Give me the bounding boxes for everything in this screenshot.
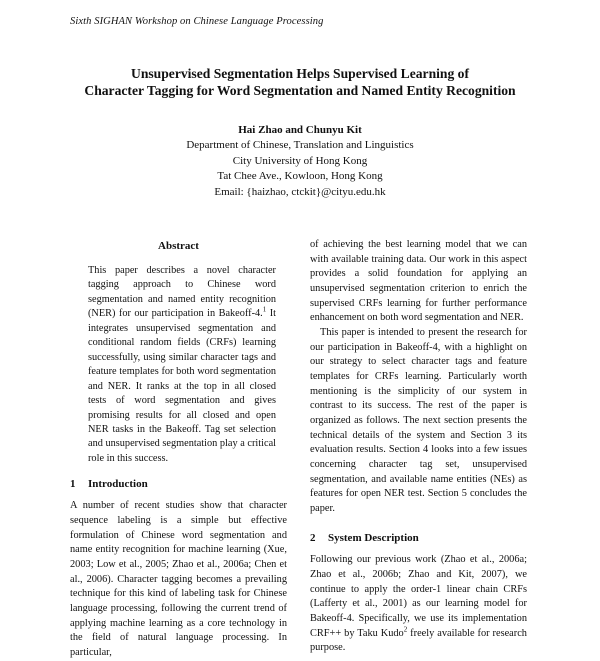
system-footnote-mark: 2 [403, 625, 408, 634]
abstract-text-part2: It integrates unsupervised segmentation and conditional random fields (CRFs) learning successfully, using similar character tags and feature templates for both word segmentation and NER. It ranks at the top in all closed tests of word segmentation and gives promising results for all closed and open NER tasks in the Bakeoff. Tag set selection and unsupervised segmentation play a critical role in this success. [88, 308, 276, 464]
paper-title [62, 65, 538, 99]
author-names: Hai Zhao and Chunyu Kit [238, 124, 362, 136]
section-number: 2 [310, 532, 316, 545]
abstract-footnote-mark: 1 [262, 305, 267, 314]
right-column [310, 238, 527, 656]
section-title: System Description [328, 532, 419, 545]
system-text-part2: freely available for research purpose. [310, 627, 527, 654]
left-column [70, 238, 287, 661]
system-text-part1: Following our previous work (Zhao et al., 2006a; Zhao et al., 2006b; Zhao and Kit, 2007), we continue to apply the order-1 linear chain CRFs (Lafferty et al., 2001) as our learning model for Bakeoff-4. Specifically, we use its implementation CRF++ by Taku Kudo [310, 554, 527, 639]
title-line-2: Character Tagging for Word Segmentation and Named Entity Recognition [84, 83, 516, 98]
author-department: Department of Chinese, Translation and Linguistics [186, 139, 414, 152]
section-number: 1 [70, 478, 76, 491]
intro-continued-paragraph-1: of achieving the best learning model that we can with available training data. Our work in this aspect provides a solid foundation for applying an unsupervised segmentation criterion to enrich the supervised CRFs learning for further performance enhancement on both word segmentation and NER. [310, 239, 527, 324]
system-paragraph [310, 553, 527, 656]
author-block [90, 123, 510, 200]
intro-continued-paragraph-2: This paper is intended to present the research for our participation in Bakeoff-4, with a highlight on our strategy to select character tags and feature templates for CRFs learning. Particularly worth mentioning is the simplicity of our system in contrast to its success. The rest of the paper is organized as follows. The next section presents the technical details of the system and Section 3 its evaluation results. Section 4 looks into a few issues concerning character tag set, unsupervised segmentation, and available name entities (NEs) as features for open NER test. Section 5 concludes the paper. [310, 326, 527, 514]
section-title: Introduction [88, 478, 148, 491]
intro-paragraph: A number of recent studies show that character sequence labeling is a simple but effective formulation of Chinese word segmentation and name entity recognition for machine learning (Xue, 2003; Low et al., 2005; Zhao et al., 2006a; Chen et al., 2006). Character tagging becomes a prevailing technique for this kind of labeling task for Chinese language processing, following the current trend of applying machine learning as a core technology in the field of natural language processing. In particular, [70, 500, 287, 658]
author-university: City University of Hong Kong [232, 154, 368, 167]
section-heading-introduction [70, 476, 287, 492]
venue-header: Sixth SIGHAN Workshop on Chinese Language Processing [70, 16, 324, 27]
section-heading-system-description [310, 530, 527, 546]
author-email: Email: {haizhao, ctckit}@cityu.edu.hk [214, 185, 386, 198]
title-line-1: Unsupervised Segmentation Helps Supervised Learning of [131, 66, 469, 81]
abstract-text [70, 264, 276, 466]
abstract-text-part1: This paper describes a novel character tagging approach to Chinese word segmentation and named entity recognition (NER) for our participation in Bakeoff-4. [88, 265, 276, 320]
author-address: Tat Chee Ave., Kowloon, Hong Kong [217, 170, 383, 183]
abstract-heading: Abstract [158, 240, 199, 252]
